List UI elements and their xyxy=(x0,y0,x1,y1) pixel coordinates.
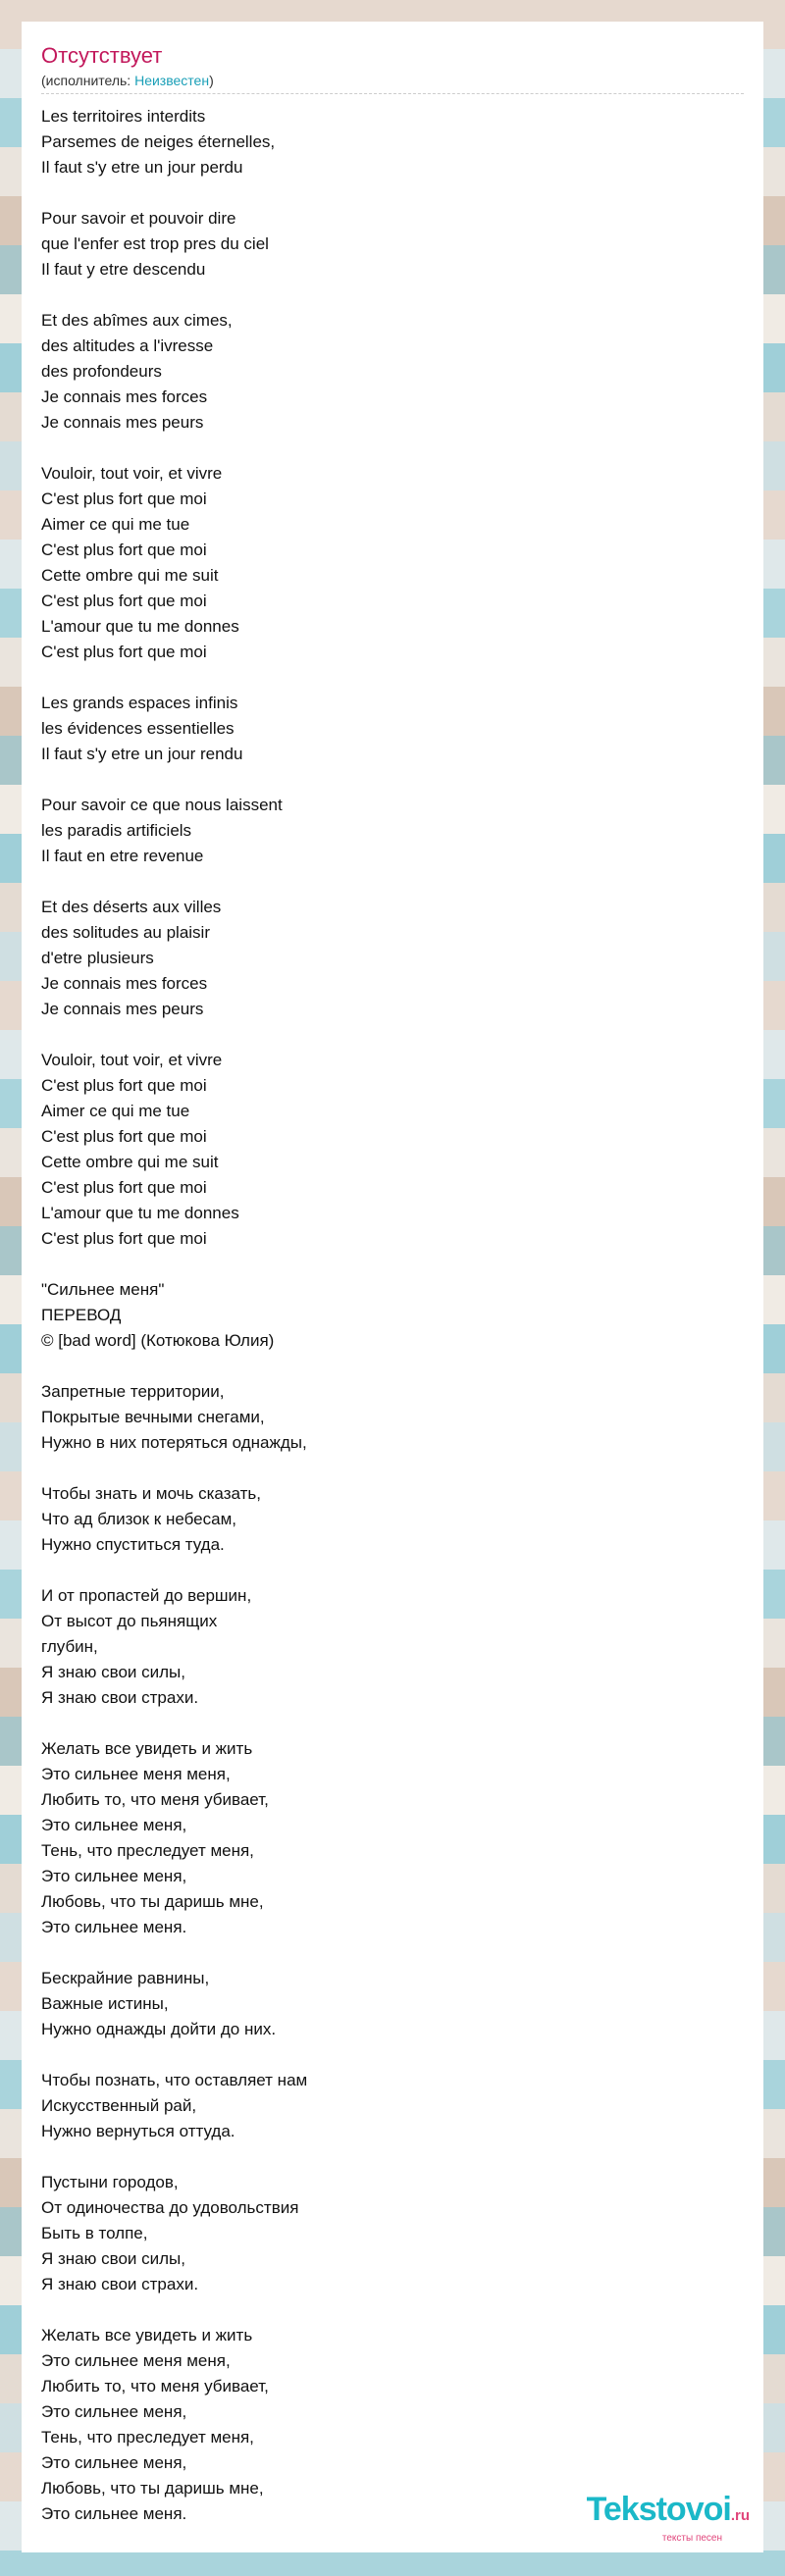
lyrics-line: Это сильнее меня, xyxy=(41,1867,187,1885)
lyrics-line: Les territoires interdits xyxy=(41,107,206,126)
lyrics-line: Чтобы познать, что оставляет нам xyxy=(41,2071,308,2089)
lyrics-line: Тень, что преследует меня, xyxy=(41,1841,254,1860)
logo-main-text: Tekstovoi xyxy=(586,2491,731,2528)
lyrics-line: Cette ombre qui me suit xyxy=(41,566,219,585)
lyrics-line: Это сильнее меня, xyxy=(41,1816,187,1834)
lyrics-line: des altitudes a l'ivresse xyxy=(41,336,214,355)
lyrics-line: Любить то, что меня убивает, xyxy=(41,2377,269,2396)
song-title: Отсутствует xyxy=(41,43,163,68)
lyrics-line: Cette ombre qui me suit xyxy=(41,1153,219,1171)
lyrics-line: Нужно в них потеряться однажды, xyxy=(41,1433,307,1452)
lyrics-line: Aimer ce qui me tue xyxy=(41,515,190,534)
subtitle-prefix: (исполнитель: xyxy=(41,73,135,88)
lyrics-line: Я знаю свои силы, xyxy=(41,2249,185,2268)
lyrics-stanza xyxy=(41,1736,744,1940)
lyrics-line: C'est plus fort que moi xyxy=(41,489,207,508)
lyrics-line: Je connais mes peurs xyxy=(41,413,204,432)
lyrics-line: Это сильнее меня меня, xyxy=(41,2351,231,2370)
lyrics-stanza xyxy=(41,2068,744,2144)
lyrics-line: que l'enfer est trop pres du ciel xyxy=(41,234,269,253)
lyrics-line: Покрытые вечными снегами, xyxy=(41,1408,265,1426)
lyrics-line: Les grands espaces infinis xyxy=(41,694,238,712)
lyrics-line: Искусственный рай, xyxy=(41,2096,197,2115)
lyrics-line: L'amour que tu me donnes xyxy=(41,1204,239,1222)
lyrics-line: Желать все увидеть и жить xyxy=(41,1739,253,1758)
lyrics-line: Нужно вернуться оттуда. xyxy=(41,2122,236,2140)
song-subtitle xyxy=(41,72,744,89)
lyrics-line: des profondeurs xyxy=(41,362,162,381)
lyrics-line: Бескрайние равнины, xyxy=(41,1969,210,1987)
subtitle-suffix: ) xyxy=(209,73,214,88)
lyrics-line: Это сильнее меня меня, xyxy=(41,1765,231,1783)
divider xyxy=(41,93,744,94)
lyrics-stanza xyxy=(41,2170,744,2297)
lyrics-line: Я знаю свои силы, xyxy=(41,1663,185,1681)
logo-suffix: .ru xyxy=(730,2507,750,2524)
lyrics-line: Любовь, что ты даришь мне, xyxy=(41,1892,264,1911)
lyrics-line: Il faut en etre revenue xyxy=(41,847,204,865)
lyrics-line: Любовь, что ты даришь мне, xyxy=(41,2479,264,2498)
lyrics-stanza xyxy=(41,691,744,767)
lyrics-line: Быть в толпе, xyxy=(41,2224,148,2242)
lyrics-line: Чтобы знать и мочь сказать, xyxy=(41,1484,261,1503)
lyrics-stanza xyxy=(41,895,744,1022)
artist-link[interactable]: Неизвестен xyxy=(134,73,210,88)
lyrics-line: От одиночества до удовольствия xyxy=(41,2198,299,2217)
lyrics-line: ПЕРЕВОД xyxy=(41,1306,122,1324)
lyrics-stanza xyxy=(41,793,744,869)
lyrics-line: Je connais mes forces xyxy=(41,387,208,406)
lyrics-text xyxy=(41,104,744,2527)
lyrics-line: Важные истины, xyxy=(41,1994,169,2013)
lyrics-line: C'est plus fort que moi xyxy=(41,541,207,559)
lyrics-line: les évidences essentielles xyxy=(41,719,235,738)
lyrics-line: C'est plus fort que moi xyxy=(41,1127,207,1146)
lyrics-line: Это сильнее меня, xyxy=(41,2402,187,2421)
lyrics-line: des solitudes au plaisir xyxy=(41,923,210,942)
lyrics-line: © [bad word] (Котюкова Юлия) xyxy=(41,1331,275,1350)
lyrics-line: Что ад близок к небесам, xyxy=(41,1510,236,1528)
lyrics-line: Нужно спуститься туда. xyxy=(41,1535,225,1554)
lyrics-stanza xyxy=(41,104,744,180)
lyrics-stanza xyxy=(41,461,744,665)
lyrics-line: C'est plus fort que moi xyxy=(41,592,207,610)
lyrics-line: Нужно однажды дойти до них. xyxy=(41,2020,277,2038)
lyrics-card xyxy=(22,22,763,2552)
lyrics-line: Vouloir, tout voir, et vivre xyxy=(41,464,223,483)
lyrics-line: Я знаю свои страхи. xyxy=(41,2275,199,2293)
lyrics-line: Любить то, что меня убивает, xyxy=(41,1790,269,1809)
lyrics-line: Pour savoir et pouvoir dire xyxy=(41,209,236,228)
lyrics-line: Il faut s'y etre un jour rendu xyxy=(41,745,243,763)
lyrics-stanza xyxy=(41,1583,744,1711)
lyrics-line: Это сильнее меня. xyxy=(41,2504,187,2523)
lyrics-stanza xyxy=(41,1481,744,1558)
lyrics-line: d'etre plusieurs xyxy=(41,949,154,967)
lyrics-stanza xyxy=(41,1966,744,2042)
logo-wordmark xyxy=(587,2493,750,2533)
lyrics-line: Et des déserts aux villes xyxy=(41,898,222,916)
lyrics-line: "Сильнее меня" xyxy=(41,1280,165,1299)
lyrics-line: И от пропастей до вершин, xyxy=(41,1586,252,1605)
lyrics-line: C'est plus fort que moi xyxy=(41,1178,207,1197)
lyrics-line: Запретные территории, xyxy=(41,1382,225,1401)
lyrics-stanza xyxy=(41,1379,744,1456)
lyrics-line: Это сильнее меня. xyxy=(41,1918,187,1936)
lyrics-line: L'amour que tu me donnes xyxy=(41,617,239,636)
lyrics-line: Пустыни городов, xyxy=(41,2173,179,2191)
lyrics-line: C'est plus fort que moi xyxy=(41,1229,207,1248)
lyrics-line: Parsemes de neiges éternelles, xyxy=(41,132,276,151)
lyrics-stanza xyxy=(41,1277,744,1354)
lyrics-line: Тень, что преследует меня, xyxy=(41,2428,254,2447)
lyrics-line: Je connais mes peurs xyxy=(41,1000,204,1018)
lyrics-line: C'est plus fort que moi xyxy=(41,1076,207,1095)
lyrics-line: C'est plus fort que moi xyxy=(41,643,207,661)
lyrics-line: Pour savoir ce que nous laissent xyxy=(41,796,283,814)
lyrics-stanza xyxy=(41,308,744,436)
lyrics-line: Это сильнее меня, xyxy=(41,2453,187,2472)
lyrics-line: Vouloir, tout voir, et vivre xyxy=(41,1051,223,1069)
lyrics-line: Я знаю свои страхи. xyxy=(41,1688,199,1707)
lyrics-line: От высот до пьянящих xyxy=(41,1612,218,1630)
lyrics-stanza xyxy=(41,1048,744,1252)
lyrics-stanza xyxy=(41,206,744,283)
lyrics-line: Il faut s'y etre un jour perdu xyxy=(41,158,243,177)
lyrics-line: Aimer ce qui me tue xyxy=(41,1102,190,1120)
lyrics-line: les paradis artificiels xyxy=(41,821,192,840)
lyrics-line: Je connais mes forces xyxy=(41,974,208,993)
lyrics-line: глубин, xyxy=(41,1637,98,1656)
logo-tagline: тексты песен xyxy=(661,2533,722,2544)
lyrics-line: Желать все увидеть и жить xyxy=(41,2326,253,2344)
lyrics-line: Il faut y etre descendu xyxy=(41,260,206,279)
site-logo[interactable] xyxy=(587,2493,750,2545)
lyrics-line: Et des abîmes aux cimes, xyxy=(41,311,233,330)
